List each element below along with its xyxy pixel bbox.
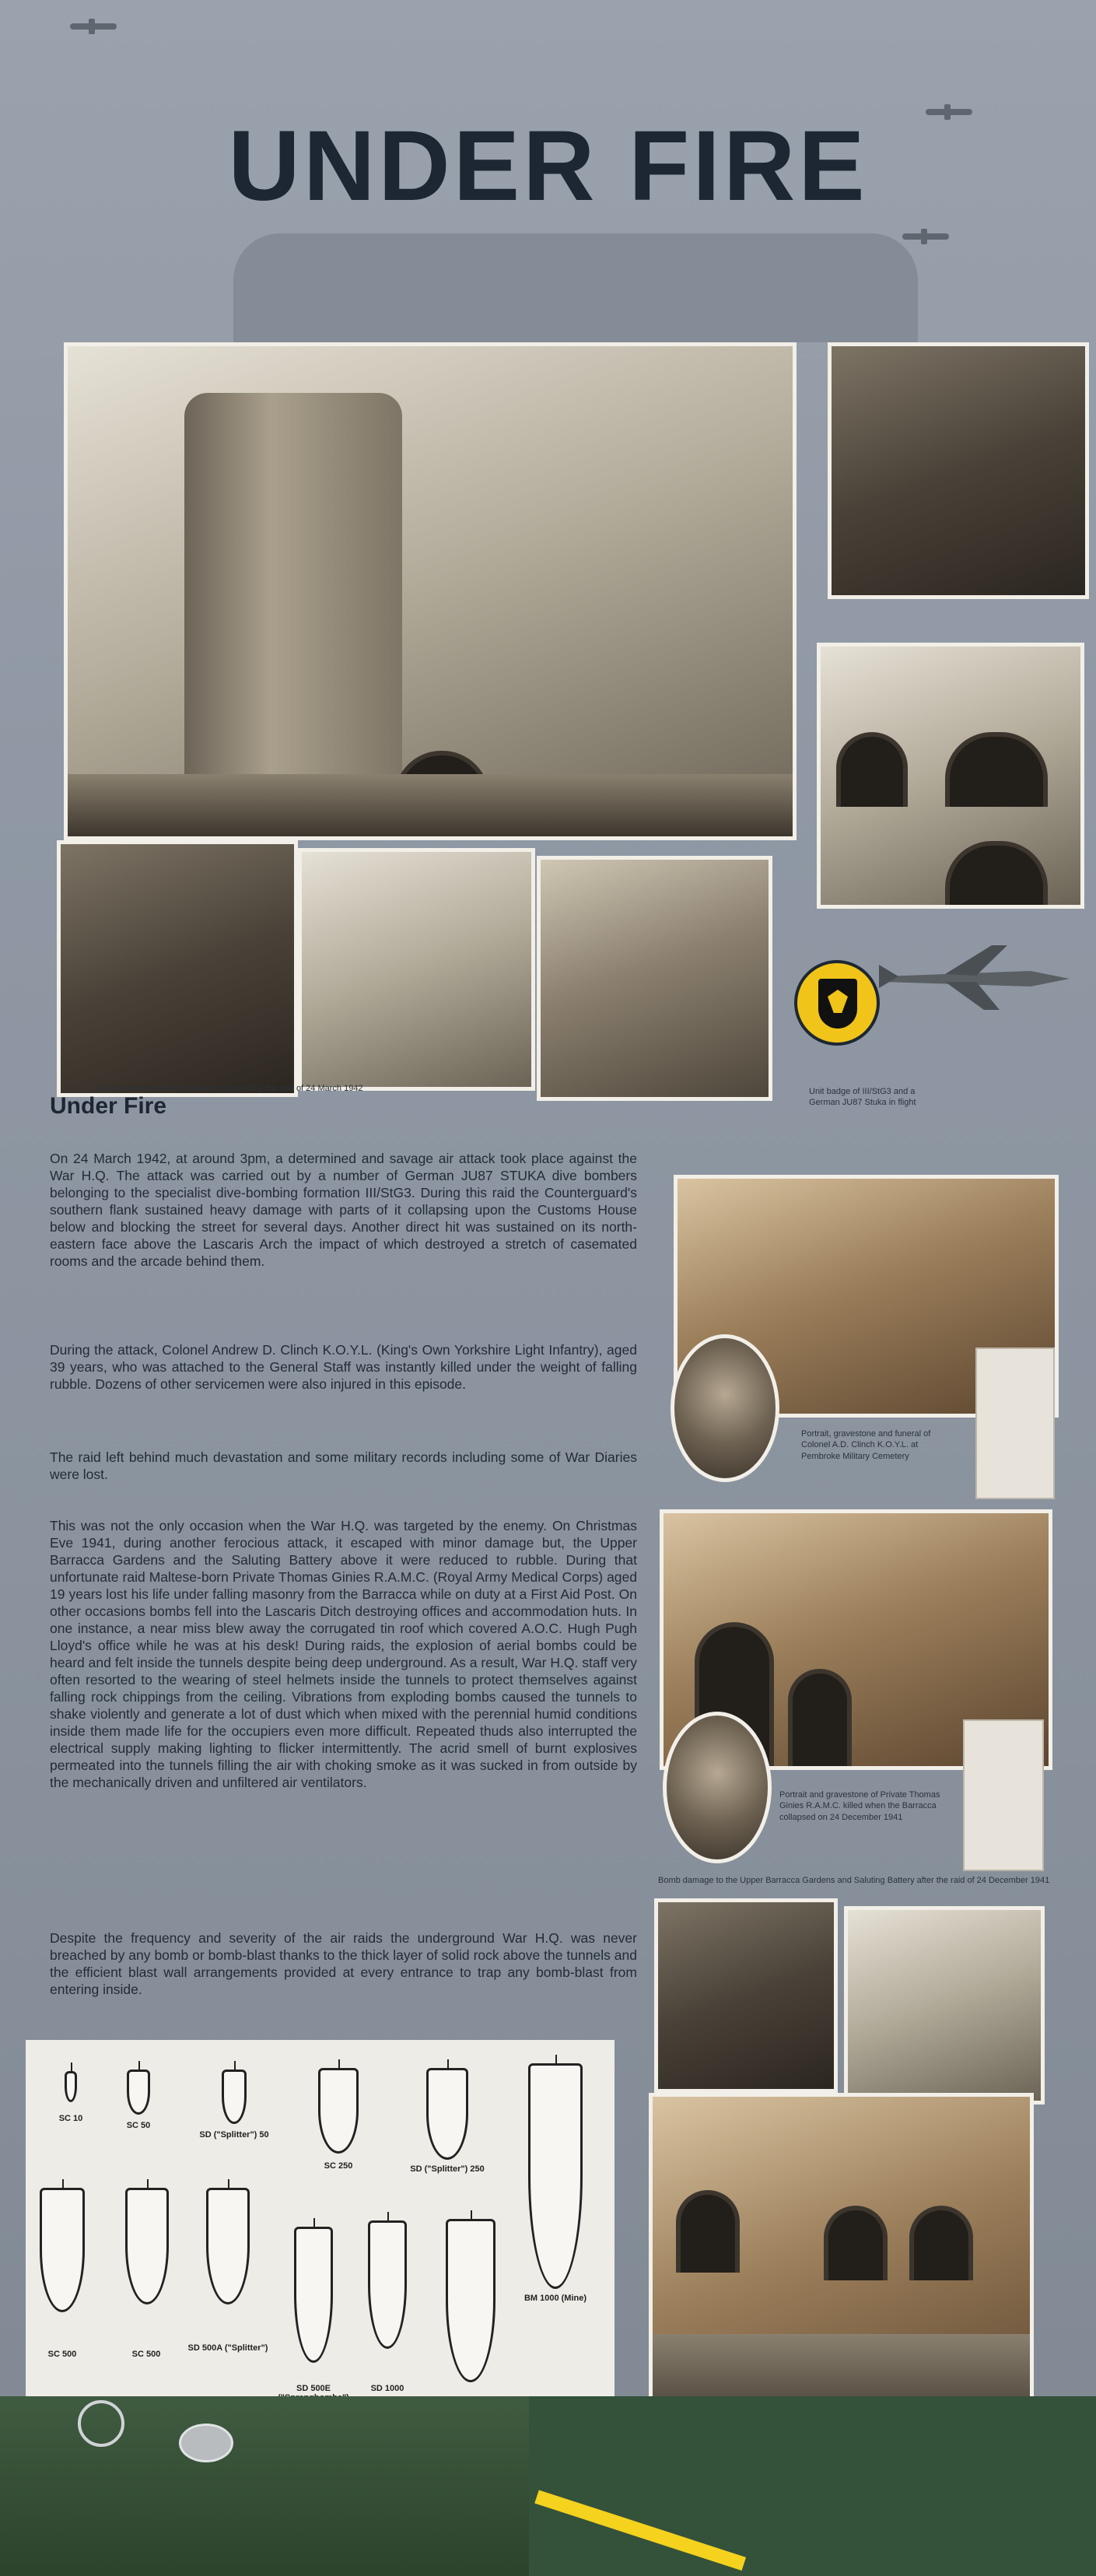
bomb-sd1000-b — [446, 2219, 495, 2382]
bomb-label: BM 1000 (Mine) — [523, 2294, 587, 2303]
barracca-caption: Bomb damage to the Upper Barracca Gardens and Saluting Battery after the raid of 24 December 1941 — [658, 1876, 1050, 1885]
portrait-ginies — [663, 1712, 772, 1863]
bomb-label: SD 500E — [296, 2384, 331, 2393]
stuka-aircraft — [875, 941, 1077, 1011]
page-title: UNDER FIRE — [228, 110, 868, 222]
portrait-clinch — [671, 1334, 779, 1482]
arch — [836, 732, 908, 807]
unit-badge — [794, 960, 880, 1046]
arch — [909, 2206, 973, 2280]
bomb-sd500e — [294, 2227, 333, 2363]
arch — [824, 2206, 888, 2280]
knob — [179, 2424, 233, 2462]
paragraph-1: On 24 March 1942, at around 3pm, a determined and savage air attack took place against the War H.Q. The attack was carried out by a number of German JU87 STUKA dive bombers belonging to the specialist dive-bombing formation III/StG3. During this raid the Counterguard's southern flank sustained heavy damage with parts of it collapsing upon the Customs House below and blocking the street for several days. Another direct hit was sustained on its north-eastern face above the Lascaris Arch the impact of which destroyed a stretch of casemated rooms and the arcade behind them. — [50, 1151, 637, 1269]
photo-arcade — [817, 643, 1084, 909]
bomb-label: SD ("Splitter") 250 — [410, 2164, 485, 2174]
photo-courtyard — [298, 848, 535, 1091]
bomb-bm1000 — [528, 2063, 583, 2289]
bomb-sc500 — [40, 2188, 85, 2312]
bomb-label: SD 500A ("Splitter") — [187, 2343, 268, 2353]
bomb-sc50 — [127, 2070, 150, 2115]
bomb-sc250 — [318, 2068, 359, 2154]
bomb-sc500-b — [125, 2188, 169, 2304]
photo-bomb-crater — [654, 1898, 838, 2093]
arch — [945, 841, 1048, 908]
bomb-label: SC 500 — [47, 2350, 77, 2359]
equipment-box — [529, 2396, 1096, 2576]
photo-saluting-battery — [649, 2093, 1034, 2439]
paragraph-2: During the attack, Colonel Andrew D. Clinch K.O.Y.L. (King's Own Yorkshire Light Infantry), aged 39 years, who was attached to the General Staff was instantly killed under the weight of falling rubble. Dozens of other servicemen were also injured in this episode. — [50, 1342, 637, 1392]
arch — [676, 2190, 740, 2273]
rubble — [68, 774, 793, 836]
tower-shape — [184, 393, 402, 829]
stuka-caption: Unit badge of III/StG3 and a German JU87 Stuka in flight — [809, 1087, 916, 1108]
lion-shield-icon — [818, 979, 857, 1029]
section-heading: Under Fire — [50, 1093, 167, 1119]
bomb-label: SC 10 — [58, 2114, 83, 2123]
bomb-sc10 — [65, 2071, 77, 2102]
arch — [788, 1669, 852, 1770]
paragraph-5: Despite the frequency and severity of the air raids the underground War H.Q. was never breached by any bomb or bomb-blast thanks to the thick layer of solid rock above the tunnels and the efficient blast wall arrangements provided at every entrance to trap any bomb-blast from entering inside. — [50, 1930, 637, 1997]
bomb-label: SD ("Splitter") 50 — [199, 2130, 269, 2140]
photo-arches-rubble — [844, 1906, 1045, 2105]
arch — [945, 732, 1048, 807]
gravestone-card-2 — [963, 1719, 1044, 1871]
bomb-label: SC 500 — [131, 2350, 161, 2359]
ginies-caption: Portrait and gravestone of Private Thomas Ginies R.A.M.C. killed when the Barracca collapsed on 24 December 1941 — [779, 1790, 940, 1822]
bomb-sd50 — [222, 2070, 247, 2124]
background-tower-graphic — [233, 233, 918, 342]
paragraph-3: The raid left behind much devastation and some military records including some of War Diaries were lost. — [50, 1449, 637, 1482]
bomb-sd1000-a — [368, 2220, 407, 2349]
photo-strip-caption: Various views of the devastation caused by the raid of 24 March 1942 — [100, 1084, 363, 1093]
paragraph-4: This was not the only occasion when the War H.Q. was targeted by the enemy. On Christmas Eve 1941, during another ferocious attack, it escaped with minor damage but, the Upper Barracca Gardens and the Saluting Battery above it were reduced to rubble. During that unfortunate raid Maltese-born Private Thomas Ginies R.A.M.C. (Royal Army Medical Corps) aged 19 years lost his life under falling masonry from the Barracca while on duty at a First Aid Post. On other occasions bombs fell into the Lascaris Ditch destroying offices and accommodation huts. In one instance, a near miss blew away the corrugated tin roof which covered A.O.C. Hugh Pugh Lloyd's office while he was at his desk! During raids, the explosion of aerial bombs could be heard and felt inside the tunnels despite being deep underground. As a result, War H.Q. staff very often resorted to the wearing of steel helmets inside the tunnels to protect themselves against falling rock chippings from the ceiling. Vibrations from exploding bombs caused the tunnels to shake violently and generate a lot of dust which when mixed with the perennial humid conditions inside them made life for the occupiers even more difficult. Repeated thuds also interrupted the electrical supply making lighting to flicker intermittently. The acrid smell of burnt explosives permeated into the tunnels filling the air with choking smoke as it was sucked in from outside by the mechanically driven and unfiltered air ventilators. — [50, 1518, 637, 1790]
bomb-types-chart — [26, 2040, 615, 2437]
photo-wall-collapse — [537, 856, 772, 1101]
photo-rubble-top — [828, 342, 1089, 599]
gravestone-card — [975, 1348, 1055, 1499]
bomb-label: SC 50 — [126, 2121, 151, 2130]
bomb-label: SD 1000 — [370, 2384, 404, 2393]
bomb-sd500a — [206, 2188, 250, 2304]
wheel-icon — [78, 2400, 124, 2447]
bomb-sd250 — [426, 2068, 468, 2160]
plane-silhouette — [70, 23, 117, 30]
photo-rooftops — [57, 840, 298, 1097]
photo-damaged-tower — [64, 342, 797, 840]
plane-silhouette — [902, 233, 949, 240]
funeral-caption: Portrait, gravestone and funeral of Colonel A.D. Clinch K.O.Y.L. at Pembroke Military Cemetery — [801, 1429, 931, 1461]
bomb-label: SC 250 — [324, 2161, 353, 2171]
